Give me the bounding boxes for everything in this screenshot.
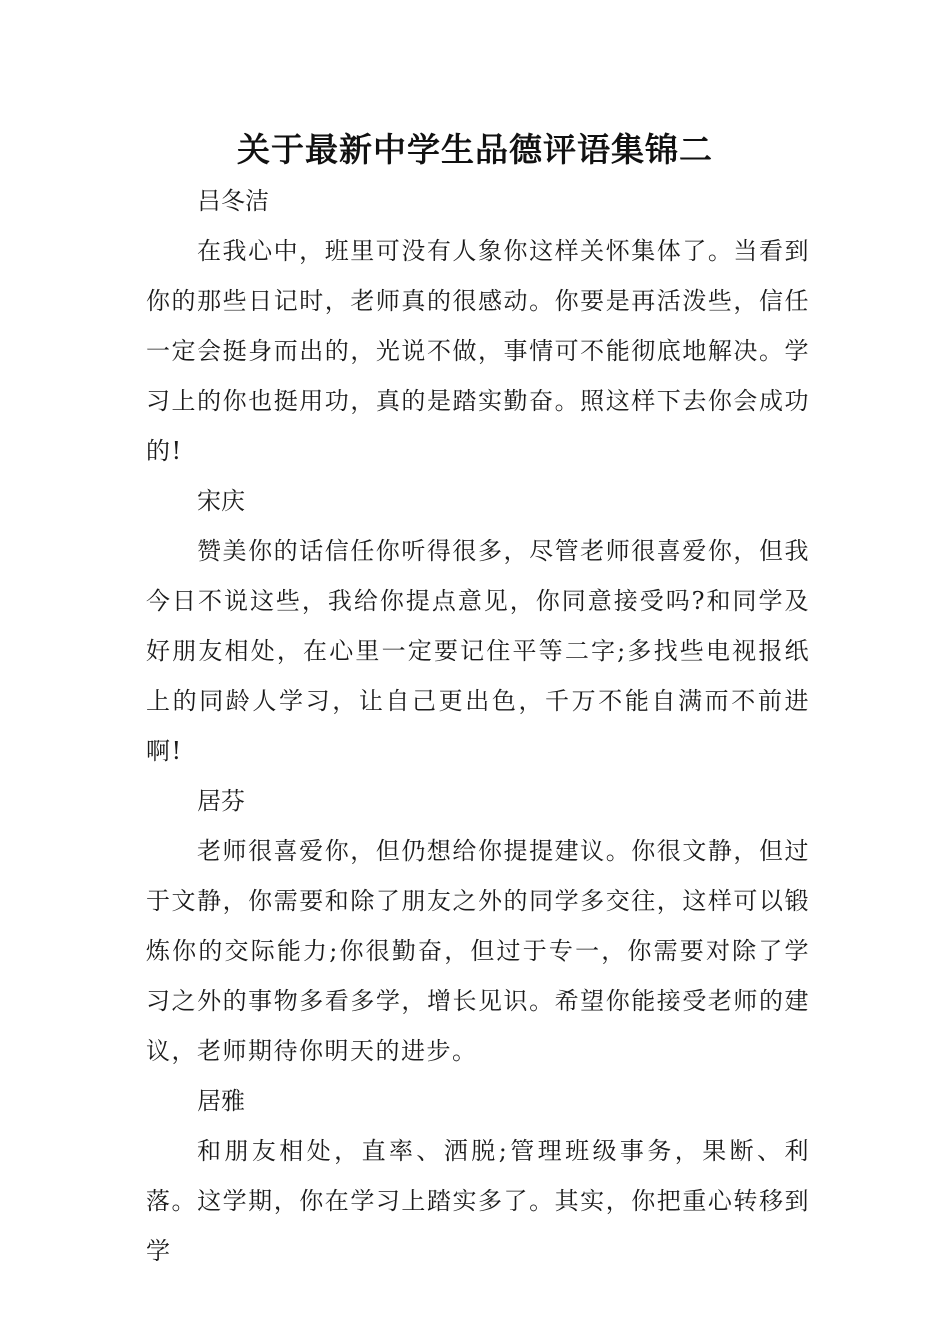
student-name: 吕冬洁 (197, 187, 269, 215)
student-name: 居芬 (197, 787, 245, 815)
student-name: 宋庆 (197, 487, 245, 515)
comment-paragraph: 赞美你的话信任你听得很多，尽管老师很喜爱你，但我今日不说这些，我给你提点意见，你同意接受吗?和同学及好朋友相处，在心里一定要记住平等二字;多找些电视报纸上的同龄人学习，让自己更出色，千万不能自满而不前进啊! (146, 537, 810, 765)
comment-paragraph: 老师很喜爱你，但仍想给你提提建议。你很文静，但过于文静，你需要和除了朋友之外的同学多交往，这样可以锻炼你的交际能力;你很勤奋，但过于专一，你需要对除了学习之外的事物多看多学，增长见识。希望你能接受老师的建议，老师期待你明天的进步。 (146, 837, 810, 1065)
document-body (146, 176, 810, 1276)
comment-paragraph: 在我心中，班里可没有人象你这样关怀集体了。当看到你的那些日记时，老师真的很感动。你要是再活泼些，信任一定会挺身而出的，光说不做，事情可不能彻底地解决。学习上的你也挺用功，真的是踏实勤奋。照这样下去你会成功的! (146, 237, 810, 465)
document-title: 关于最新中学生品德评语集锦二 (237, 130, 713, 169)
comment-paragraph: 和朋友相处，直率、洒脱;管理班级事务，果断、利落。这学期，你在学习上踏实多了。其实，你把重心转移到学 (146, 1137, 810, 1265)
student-name: 居雅 (197, 1087, 245, 1115)
